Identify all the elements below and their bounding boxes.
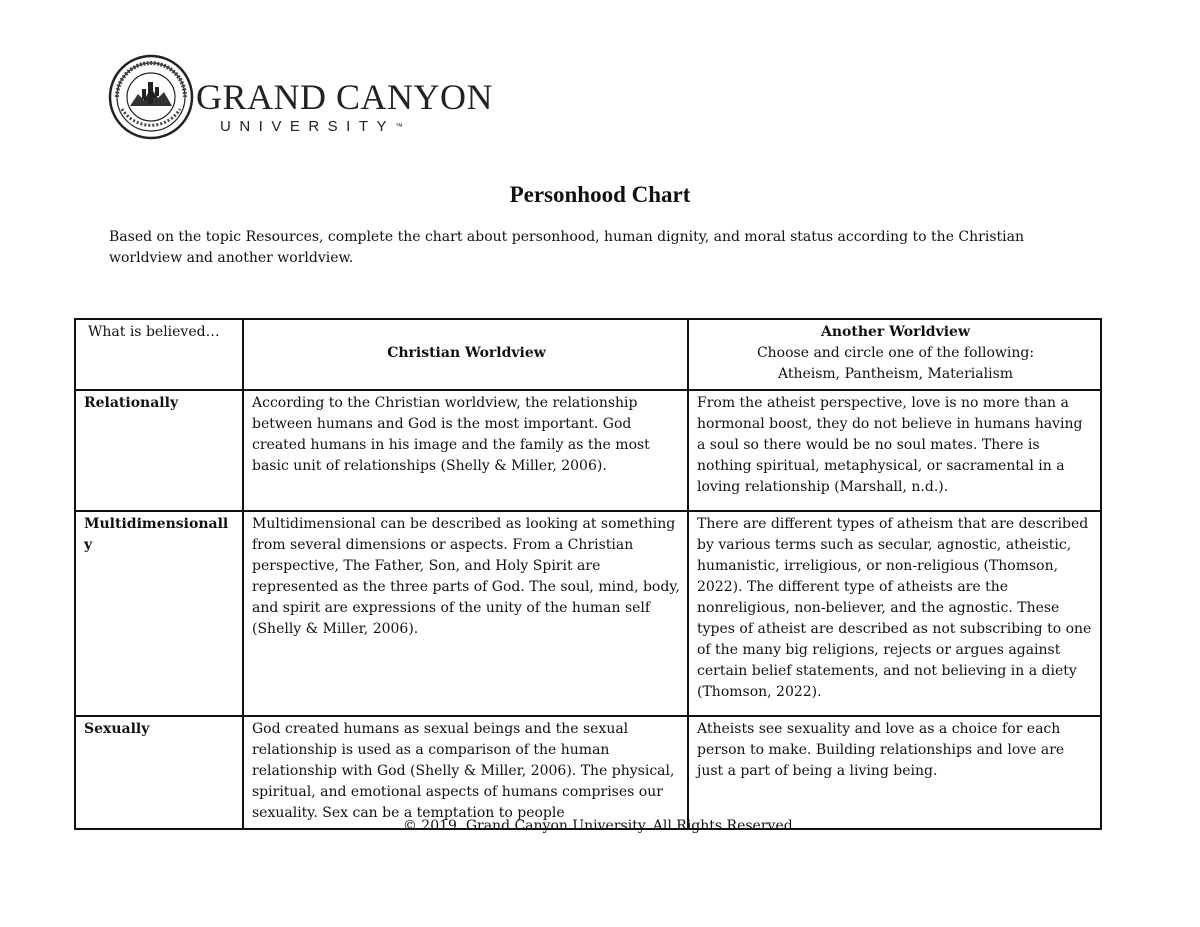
- row-label-multidimensionally: Multidimensionally: [75, 511, 243, 716]
- header-what-is-believed: What is believed…: [75, 319, 243, 390]
- header-another-worldview: [688, 319, 1101, 390]
- instructions-text: Based on the topic Resources, complete the chart about personhood, human dignity, and moral status according to the Christian worldview and another worldview.: [109, 229, 1024, 266]
- page-title: Personhood Chart: [509, 182, 691, 207]
- row-label-sexually: Sexually: [75, 716, 243, 829]
- another-worldview-title: Another Worldview: [821, 324, 970, 340]
- cell-other-relationally[interactable]: From the atheist perspective, love is no more than a hormonal boost, they do not believe in humans having a soul so there would be no soul mates. There is nothing spiritual, metaphysical, or sacramental in a loving relationship (Marshall, n.d.).: [688, 390, 1101, 511]
- cell-christian-relationally[interactable]: According to the Christian worldview, the relationship between humans and God is the most important. God created humans in his image and the family as the most basic unit of relationships (Shelly & Miller, 2006).: [243, 390, 688, 511]
- university-logo: [108, 54, 494, 144]
- table-row: [75, 716, 1101, 829]
- worldview-options[interactable]: Atheism, Pantheism, Materialism: [777, 366, 1014, 382]
- table-row: [75, 511, 1101, 716]
- copyright-footer: © 2019. Grand Canyon University. All Rights Reserved.: [402, 818, 798, 834]
- logo-wordmark: GRAND CANYON: [196, 77, 494, 117]
- row-label-relationally: Relationally: [75, 390, 243, 511]
- cell-other-sexually[interactable]: Atheists see sexuality and love as a choice for each person to make. Building relationships and love are just a part of being a living being.: [688, 716, 1101, 829]
- logo-subtitle: UNIVERSITY™: [220, 118, 404, 135]
- table-header-row: [75, 319, 1101, 390]
- header-christian-worldview: Christian Worldview: [243, 319, 688, 390]
- cell-other-multidimensionally[interactable]: There are different types of atheism that are described by various terms such as secular, agnostic, atheistic, humanistic, irreligious, or non-religious (Thomson, 2022). The different type of atheists are the nonreligious, non-believer, and the agnostic. These types of atheist are described as not subscribing to one of the many big religions, rejects or argues against certain belief statements, and not believing in a diety (Thomson, 2022).: [688, 511, 1101, 716]
- university-seal-icon: [108, 54, 194, 140]
- another-worldview-instruction: Choose and circle one of the following:: [756, 345, 1035, 361]
- cell-christian-sexually[interactable]: God created humans as sexual beings and the sexual relationship is used as a comparison of the human relationship with God (Shelly & Miller, 2006). The physical, spiritual, and emotional aspects of humans comprises our sexuality. Sex can be a temptation to people: [243, 716, 688, 829]
- personhood-table: [74, 318, 1102, 830]
- cell-christian-multidimensionally[interactable]: Multidimensional can be described as looking at something from several dimensions or aspects. From a Christian perspective, The Father, Son, and Holy Spirit are represented as the three parts of God. The soul, mind, body, and spirit are expressions of the unity of the human self (Shelly & Miller, 2006).: [243, 511, 688, 716]
- trademark-mark: ™: [395, 122, 404, 131]
- table-row: [75, 390, 1101, 511]
